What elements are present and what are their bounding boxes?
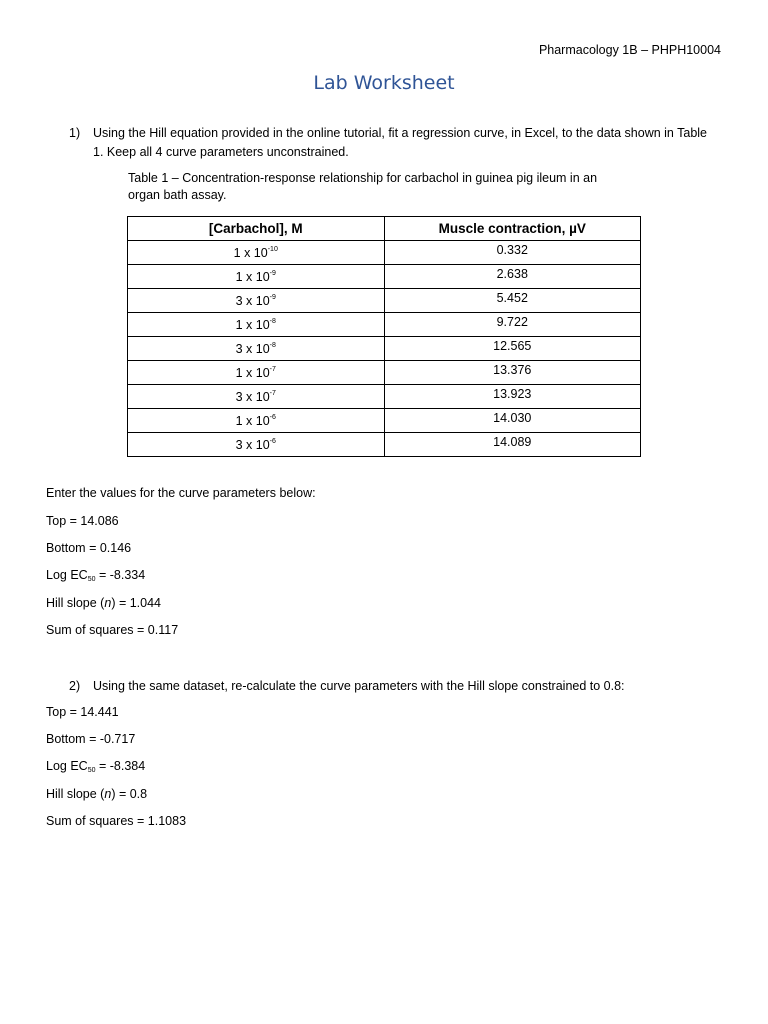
contraction-cell: 9.722 bbox=[384, 313, 641, 337]
concentration-cell bbox=[128, 241, 385, 265]
concentration-cell bbox=[128, 265, 385, 289]
hill-value: ) = 1.044 bbox=[111, 596, 162, 610]
hill-label: Hill slope ( bbox=[46, 787, 105, 801]
concentration-exponent: -9 bbox=[269, 269, 276, 277]
concentration-exponent: -10 bbox=[267, 245, 278, 253]
column-header-contraction: Muscle contraction, µV bbox=[384, 217, 641, 241]
concentration-mantissa: 3 x 10 bbox=[235, 293, 270, 308]
answers-intro: Enter the values for the curve parameters below: bbox=[46, 486, 316, 500]
contraction-cell: 0.332 bbox=[384, 241, 641, 265]
concentration-mantissa: 1 x 10 bbox=[235, 413, 270, 428]
table-row bbox=[128, 409, 641, 433]
concentration-mantissa: 3 x 10 bbox=[235, 437, 270, 452]
logec-label: Log EC bbox=[46, 759, 88, 773]
logec-subscript: 50 bbox=[87, 767, 96, 774]
page-title: Lab Worksheet bbox=[313, 72, 455, 94]
answer-1-logec50 bbox=[46, 568, 145, 582]
concentration-cell bbox=[128, 313, 385, 337]
contraction-cell: 13.923 bbox=[384, 385, 641, 409]
concentration-cell bbox=[128, 385, 385, 409]
concentration-mantissa: 3 x 10 bbox=[235, 341, 270, 356]
hill-value: ) = 0.8 bbox=[111, 787, 148, 801]
table-row bbox=[128, 433, 641, 457]
logec-subscript: 50 bbox=[87, 576, 96, 583]
answer-2-logec50 bbox=[46, 759, 145, 773]
data-table bbox=[127, 216, 641, 457]
contraction-cell: 5.452 bbox=[384, 289, 641, 313]
table-row bbox=[128, 361, 641, 385]
table-row bbox=[128, 337, 641, 361]
concentration-mantissa: 1 x 10 bbox=[233, 245, 268, 260]
hill-variable: n bbox=[104, 787, 112, 801]
answer-1-hill-slope bbox=[46, 596, 161, 610]
concentration-cell bbox=[128, 361, 385, 385]
table-row bbox=[128, 241, 641, 265]
concentration-exponent: -7 bbox=[269, 389, 276, 397]
concentration-exponent: -6 bbox=[269, 437, 276, 445]
concentration-exponent: -7 bbox=[269, 365, 276, 373]
contraction-cell: 14.030 bbox=[384, 409, 641, 433]
concentration-cell bbox=[128, 289, 385, 313]
question-2-number: 2) bbox=[69, 679, 81, 693]
question-1-text: Using the Hill equation provided in the online tutorial, fit a regression curve, in Excel, to the data shown in Table 1. Keep all 4 curve parameters unconstrained. bbox=[93, 126, 708, 159]
table-body bbox=[128, 241, 641, 457]
question-1-number: 1) bbox=[69, 126, 81, 140]
contraction-cell: 12.565 bbox=[384, 337, 641, 361]
course-header: Pharmacology 1B – PHPH10004 bbox=[538, 43, 721, 57]
logec-value: = -8.384 bbox=[95, 759, 146, 773]
answer-2-top: Top = 14.441 bbox=[46, 705, 119, 719]
answer-2-sum-of-squares: Sum of squares = 1.1083 bbox=[46, 814, 187, 828]
concentration-mantissa: 1 x 10 bbox=[235, 269, 270, 284]
table-row bbox=[128, 265, 641, 289]
question-2 bbox=[69, 677, 709, 696]
table-caption: Table 1 – Concentration-response relationship for carbachol in guinea pig ileum in an organ bath assay. bbox=[128, 171, 598, 202]
concentration-cell bbox=[128, 433, 385, 457]
contraction-cell: 14.089 bbox=[384, 433, 641, 457]
concentration-cell bbox=[128, 409, 385, 433]
answer-1-bottom: Bottom = 0.146 bbox=[46, 541, 132, 555]
answer-1-sum-of-squares: Sum of squares = 0.117 bbox=[46, 623, 179, 637]
hill-label: Hill slope ( bbox=[46, 596, 105, 610]
contraction-cell: 2.638 bbox=[384, 265, 641, 289]
concentration-mantissa: 1 x 10 bbox=[235, 317, 270, 332]
logec-label: Log EC bbox=[46, 568, 88, 582]
concentration-mantissa: 3 x 10 bbox=[235, 389, 270, 404]
answer-1-top: Top = 14.086 bbox=[46, 514, 119, 528]
question-2-text: Using the same dataset, re-calculate the curve parameters with the Hill slope constrained to 0.8: bbox=[93, 679, 625, 693]
answer-2-bottom: Bottom = -0.717 bbox=[46, 732, 136, 746]
concentration-exponent: -9 bbox=[269, 293, 276, 301]
column-header-concentration: [Carbachol], M bbox=[128, 217, 385, 241]
table-row bbox=[128, 313, 641, 337]
concentration-exponent: -6 bbox=[269, 413, 276, 421]
hill-variable: n bbox=[104, 596, 112, 610]
table-header-row bbox=[128, 217, 641, 241]
concentration-cell bbox=[128, 337, 385, 361]
contraction-cell: 13.376 bbox=[384, 361, 641, 385]
concentration-mantissa: 1 x 10 bbox=[235, 365, 270, 380]
table-row bbox=[128, 289, 641, 313]
table-row bbox=[128, 385, 641, 409]
question-1 bbox=[69, 124, 709, 162]
concentration-exponent: -8 bbox=[269, 341, 276, 349]
concentration-exponent: -8 bbox=[269, 317, 276, 325]
answer-2-hill-slope bbox=[46, 787, 147, 801]
logec-value: = -8.334 bbox=[95, 568, 146, 582]
